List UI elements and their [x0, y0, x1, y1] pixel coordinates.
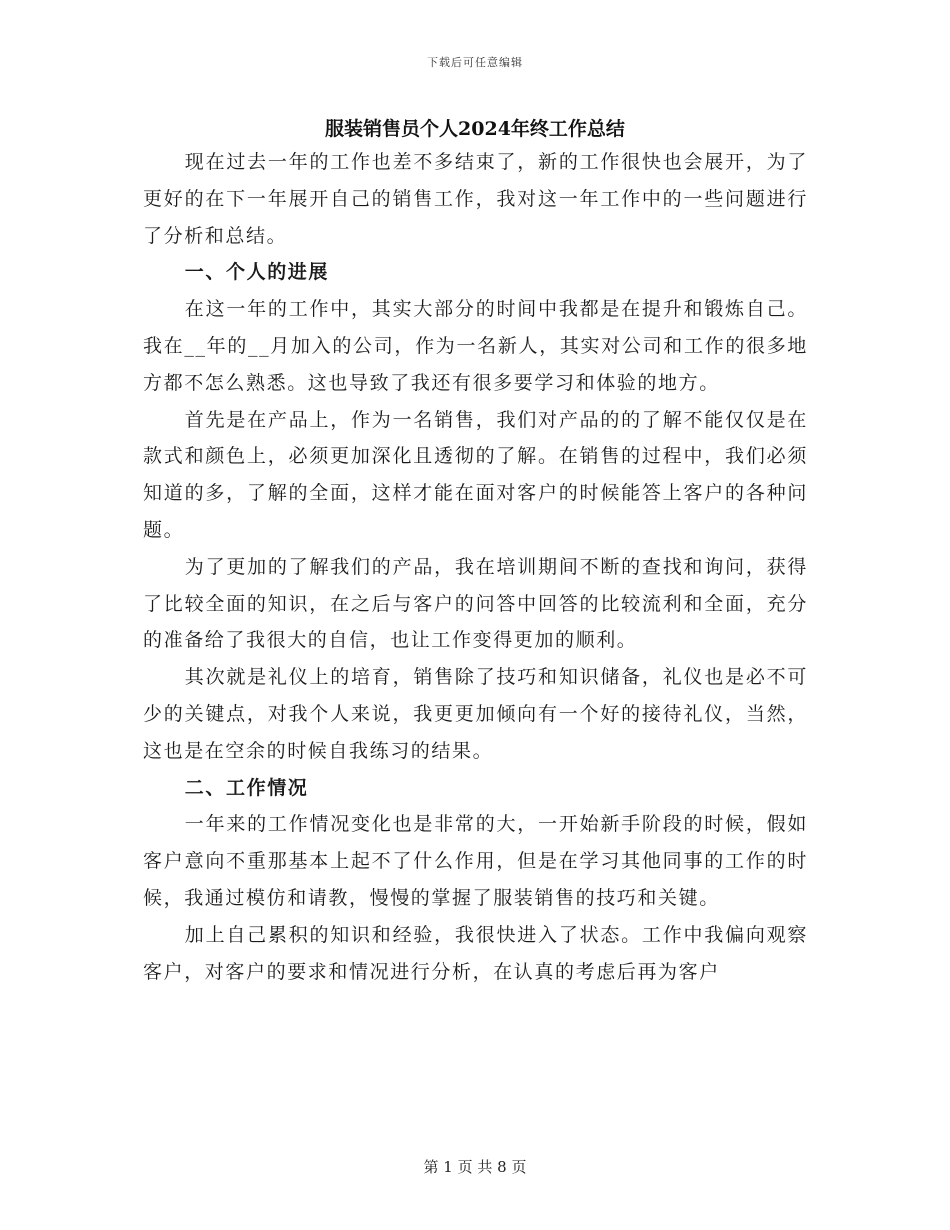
- paragraph-personal-3: 为了更加的了解我们的产品，我在培训期间不断的查找和询问，获得了比较全面的知识，在之后与客户的问答中回答的比较流利和全面，充分的准备给了我很大的自信，也让工作变得更加的顺利。: [143, 555, 808, 652]
- paragraph-personal-1: 在这一年的工作中，其实大部分的时间中我都是在提升和锻炼自己。我在__年的__月加入的公司，作为一名新人，其实对公司和工作的很多地方都不怎么熟悉。这也导致了我还有很多要学习和体验的地方。: [143, 298, 808, 394]
- paragraph-intro: 现在过去一年的工作也差不多结束了，新的工作很快也会展开，为了更好的在下一年展开自己的销售工作，我对这一年工作中的一些问题进行了分析和总结。: [143, 151, 808, 247]
- paragraph-work-1: 一年来的工作情况变化也是非常的大，一开始新手阶段的时候，假如客户意向不重那基本上起不了什么作用，但是在学习其他同事的工作的时候，我通过模仿和请教，慢慢的掌握了服装销售的技巧和关键。: [143, 813, 808, 909]
- section-heading-work-situation: 二、工作情况: [184, 776, 309, 799]
- paragraph-work-2: 加上自己累积的知识和经验，我很快进入了状态。工作中我偏向观察客户，对客户的要求和情况进行分析，在认真的考虑后再为客户: [143, 923, 808, 983]
- document-title: 服装销售员个人2024年终工作总结: [325, 118, 625, 140]
- paragraph-personal-2: 首先是在产品上，作为一名销售，我们对产品的的了解不能仅仅是在款式和颜色上，必须更加深化且透彻的了解。在销售的过程中，我们必须知道的多，了解的全面，这样才能在面对客户的时候能答上客户的各种问题。: [143, 408, 808, 541]
- header-note: 下载后可任意编辑: [427, 56, 523, 69]
- section-heading-personal-progress: 一、个人的进展: [184, 261, 329, 284]
- paragraph-personal-4: 其次就是礼仪上的培育，销售除了技巧和知识储备，礼仪也是必不可少的关键点，对我个人来说，我更更加倾向有一个好的接待礼仪，当然，这也是在空余的时候自我练习的结果。: [143, 666, 808, 762]
- document-body: [143, 144, 808, 990]
- page-number: 第 1 页 共 8 页: [423, 1158, 527, 1176]
